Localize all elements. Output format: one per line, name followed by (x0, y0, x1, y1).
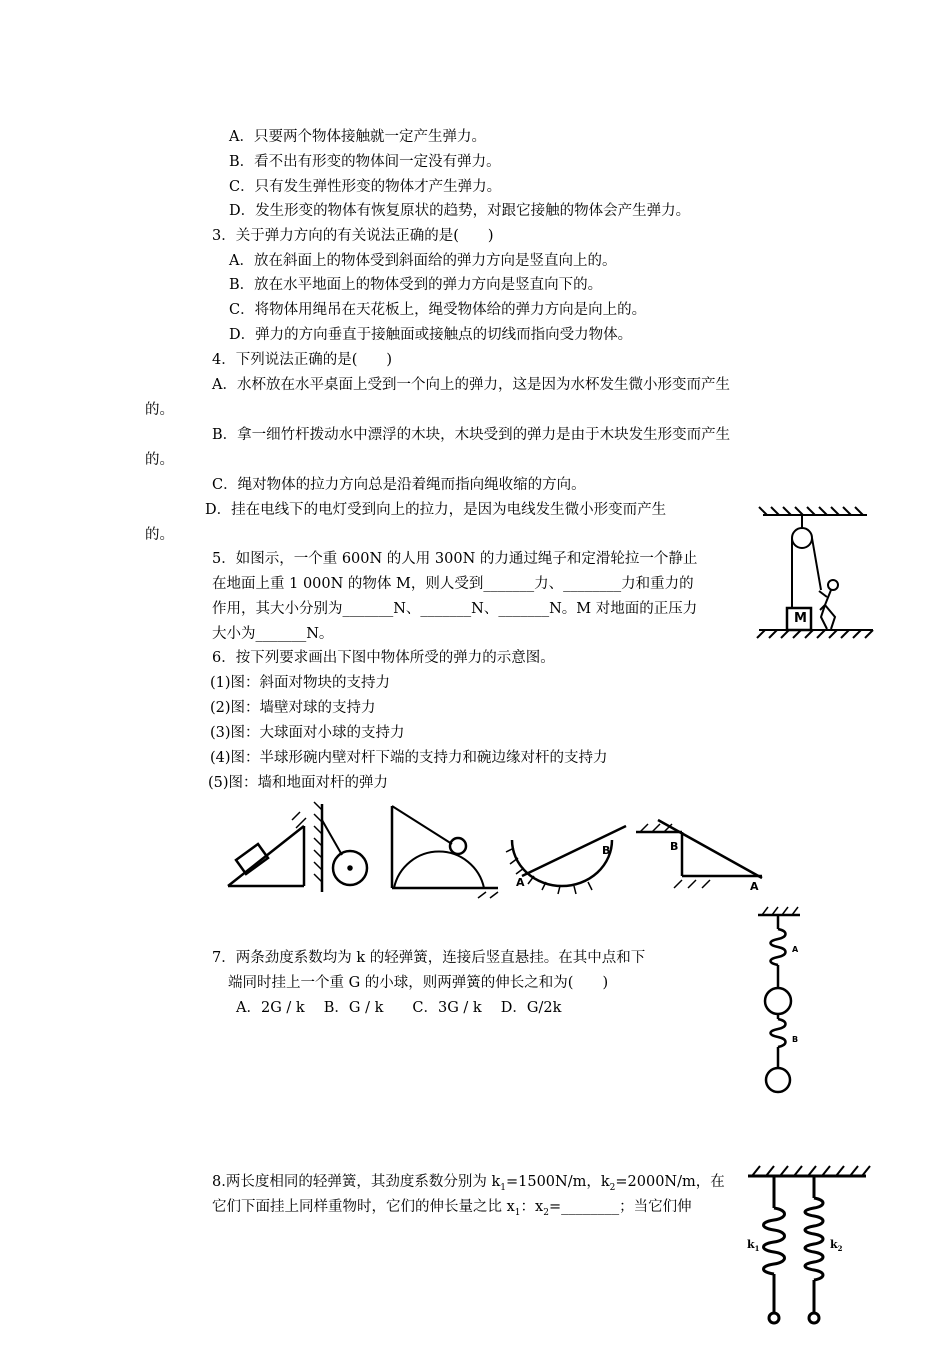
q8-line-1-text: 8.两长度相同的轻弹簧，其劲度系数分别为 k (212, 1174, 501, 1190)
q5-line-1: 5．如图示，一个重 600N 的人用 300N 的力通过绳子和定滑轮拉一个静止 (212, 551, 698, 567)
q6-item-4: (4)图：半球形碗内壁对杆下端的支持力和碗边缘对杆的支持力 (210, 750, 608, 766)
q5-line-2: 在地面上重 1 000N 的物体 M，则人受到_______力、________力和重力的 (212, 576, 694, 592)
spring-a-label: A (792, 945, 799, 954)
rod-label-a: A (750, 880, 759, 893)
q3-option-d: D．弹力的方向垂直于接触面或接触点的切线而指向受力物体。 (229, 327, 633, 343)
parallel-springs-figure (744, 1164, 870, 1344)
q7-line-2: 端同时挂上一个重 G 的小球，则两弹簧的伸长之和为( ) (228, 975, 609, 991)
q7-options: A．2G / k B．G / k C．3G / k D．G/2k (236, 1000, 562, 1016)
q5-line-3: 作用，其大小分别为_______N、_______N、_______N。M 对地面的正压力 (212, 601, 698, 617)
q3-option-a: A．放在斜面上的物体受到斜面给的弹力方向是竖直向上的。 (229, 253, 617, 269)
q6-item-1: (1)图：斜面对物块的支持力 (210, 675, 391, 691)
k1-label-subscript: 1 (754, 1244, 760, 1254)
q5-line-4: 大小为_______N。 (212, 626, 334, 642)
q2-option-b: B．看不出有形变的物体间一定没有弹力。 (229, 154, 501, 170)
rod-label-b: B (670, 840, 679, 853)
q4-option-d-cont: 的。 (145, 527, 174, 543)
q4-option-b: B．拿一细竹杆拨动水中漂浮的木块，木块受到的弹力是由于木块发生形变而产生 (212, 427, 731, 443)
pulley-figure (755, 505, 885, 650)
q2-option-c: C．只有发生弹性形变的物体才产生弹力。 (229, 179, 502, 195)
q8-line-1-mid: =1500N/m，k (505, 1174, 610, 1190)
x2-subscript: 2 (543, 1207, 549, 1218)
q3-stem: 3．关于弹力方向的有关说法正确的是( ) (212, 228, 494, 244)
q3-option-c: C．将物体用绳吊在天花板上，绳受物体给的弹力方向是向上的。 (229, 302, 647, 318)
q4-stem: 4．下列说法正确的是( ) (212, 352, 393, 368)
q8-line-2-end: =________；当它们伸 (548, 1199, 692, 1215)
q8-line-2 (212, 1197, 692, 1223)
q4-option-c: C．绳对物体的拉力方向总是沿着绳而指向绳收缩的方向。 (212, 477, 586, 493)
q4-option-a: A．水杯放在水平桌面上受到一个向上的弹力，这是因为水杯发生微小形变而产生 (212, 377, 730, 393)
k2-subscript: 2 (609, 1182, 616, 1193)
q8-line-2-text: 它们下面挂上同样重物时，它们的伸长量之比 x (212, 1199, 515, 1215)
x1-subscript: 1 (514, 1207, 521, 1218)
q8-line-1-end: =2000N/m，在 (615, 1174, 725, 1190)
q8-line-1 (212, 1172, 725, 1198)
bowl-label-a: A (516, 876, 525, 889)
q2-option-a: A．只要两个物体接触就一定产生弹力。 (229, 129, 486, 145)
bowl-label-b: B (602, 844, 611, 857)
q6-item-3: (3)图：大球面对小球的支持力 (210, 725, 405, 741)
q6-item-5: (5)图：墙和地面对杆的弹力 (208, 775, 389, 791)
k1-subscript: 1 (500, 1182, 506, 1193)
q6-stem: 6．按下列要求画出下图中物体所受的弹力的示意图。 (212, 650, 555, 666)
force-diagrams-row (222, 800, 782, 900)
k1-letter: k (747, 1238, 755, 1251)
q7-line-1: 7．两条劲度系数均为 k 的轻弹簧，连接后竖直悬挂。在其中点和下 (212, 950, 646, 966)
k2-label (830, 1238, 843, 1253)
block-m-label: M (794, 611, 807, 626)
k2-label-subscript: 2 (837, 1244, 843, 1254)
q2-option-d: D．发生形变的物体有恢复原状的趋势，对跟它接触的物体会产生弹力。 (229, 203, 691, 219)
q4-option-b-cont: 的。 (145, 452, 174, 468)
q3-option-b: B．放在水平地面上的物体受到的弹力方向是竖直向下的。 (229, 277, 603, 293)
spring-b-label: B (792, 1035, 799, 1044)
k2-letter: k (830, 1238, 838, 1251)
k1-label (747, 1238, 760, 1253)
q4-option-d: D．挂在电线下的电灯受到向上的拉力，是因为电线发生微小形变而产生 (205, 502, 667, 518)
q6-item-2: (2)图：墙壁对球的支持力 (210, 700, 376, 716)
q8-line-2-mid: ：x (520, 1199, 544, 1215)
q4-option-a-cont: 的。 (145, 402, 174, 418)
series-springs-figure (748, 905, 808, 1095)
